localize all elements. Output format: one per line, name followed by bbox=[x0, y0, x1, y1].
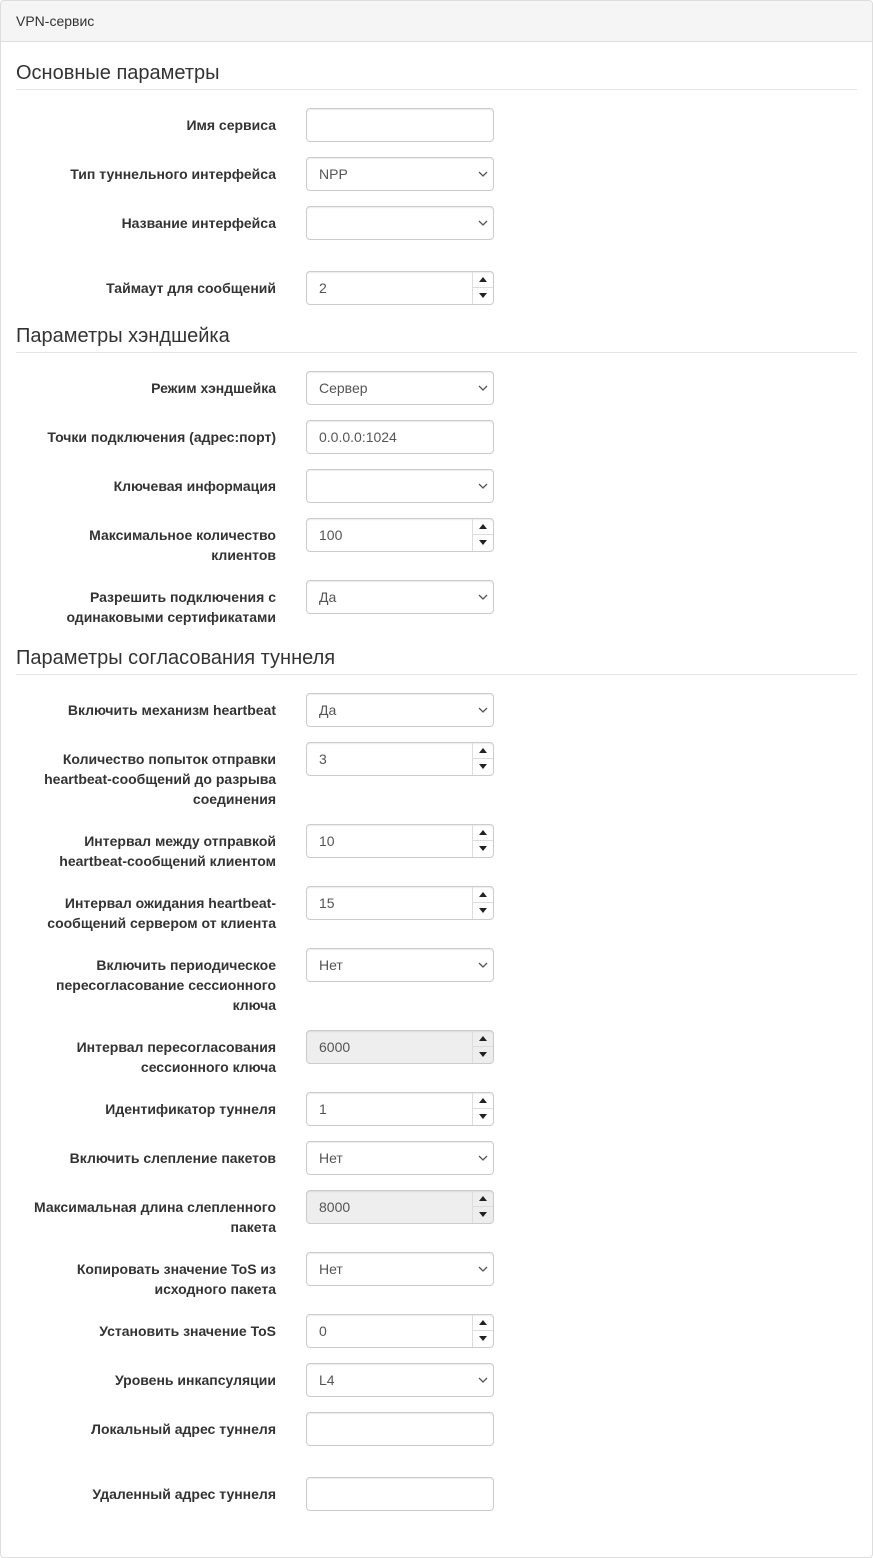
decrement-button[interactable] bbox=[473, 288, 493, 304]
encap-select[interactable]: L4 bbox=[306, 1363, 494, 1397]
chevron-down-icon bbox=[477, 382, 489, 394]
gluing-select[interactable]: Нет bbox=[306, 1141, 494, 1175]
hb-attempts-label: Количество попыток отправки heartbeat-сообщений до разрыва соединения bbox=[44, 751, 276, 807]
same-certs-select[interactable]: Да bbox=[306, 580, 494, 614]
endpoints-input[interactable]: 0.0.0.0:1024 bbox=[306, 420, 494, 454]
increment-button[interactable] bbox=[473, 1191, 493, 1207]
copy-tos-label: Копировать значение ToS из исходного пакета bbox=[76, 1261, 276, 1297]
increment-button[interactable] bbox=[473, 1315, 493, 1331]
chevron-down-icon bbox=[477, 591, 489, 603]
decrement-button[interactable] bbox=[473, 1207, 493, 1223]
tunnel-id-number-input[interactable]: 1 bbox=[306, 1092, 494, 1126]
chevron-down-icon bbox=[477, 168, 489, 180]
max-clients-label: Максимальное количество клиентов bbox=[89, 527, 276, 563]
panel-heading bbox=[1, 1, 872, 42]
chevron-down-icon bbox=[477, 1152, 489, 1164]
chevron-down-icon bbox=[477, 480, 489, 492]
hb-attempts-number-input[interactable]: 3 bbox=[306, 742, 494, 776]
set-tos-label: Установить значение ToS bbox=[99, 1323, 276, 1339]
spinner bbox=[472, 887, 493, 919]
remote-addr-label: Удаленный адрес туннеля bbox=[92, 1486, 276, 1502]
tunnel-id-label: Идентификатор туннеля bbox=[105, 1101, 276, 1117]
panel-title: VPN-сервис bbox=[16, 13, 95, 29]
spinner bbox=[472, 519, 493, 551]
copy-tos-select[interactable]: Нет bbox=[306, 1252, 494, 1286]
hb-interval-label: Интервал между отправкой heartbeat-сообщений клиентом bbox=[59, 833, 276, 869]
max-clients-number-input[interactable]: 100 bbox=[306, 518, 494, 552]
if-name-select[interactable] bbox=[306, 206, 494, 240]
section-basic-title: Основные параметры bbox=[16, 61, 857, 90]
decrement-button[interactable] bbox=[473, 759, 493, 775]
chevron-down-icon bbox=[477, 1263, 489, 1275]
tunnel-if-type-select[interactable]: NPP bbox=[306, 157, 494, 191]
section-tunnel-title: Параметры согласования туннеля bbox=[16, 646, 857, 675]
rekey-label: Включить периодическое пересогласование сессионного ключа bbox=[56, 957, 276, 1013]
increment-button[interactable] bbox=[473, 743, 493, 759]
chevron-down-icon bbox=[477, 704, 489, 716]
chevron-down-icon bbox=[477, 217, 489, 229]
local-addr-input[interactable] bbox=[306, 1412, 494, 1446]
rekey-interval-number-input[interactable]: 6000 bbox=[306, 1030, 494, 1064]
increment-button[interactable] bbox=[473, 1031, 493, 1047]
decrement-button[interactable] bbox=[473, 1331, 493, 1347]
decrement-button[interactable] bbox=[473, 1047, 493, 1063]
remote-addr-input[interactable] bbox=[306, 1477, 494, 1511]
hs-mode-select[interactable]: Сервер bbox=[306, 371, 494, 405]
spinner bbox=[472, 1093, 493, 1125]
spinner bbox=[472, 272, 493, 304]
spinner bbox=[472, 1315, 493, 1347]
encap-label: Уровень инкапсуляции bbox=[114, 1372, 276, 1388]
spinner bbox=[472, 743, 493, 775]
glue-max-label: Максимальная длина слепленного пакета bbox=[33, 1199, 276, 1235]
spinner bbox=[472, 1191, 493, 1223]
same-certs-label: Разрешить подключения с одинаковыми сертификатами bbox=[66, 589, 276, 625]
spinner bbox=[472, 1031, 493, 1063]
hb-interval-number-input[interactable]: 10 bbox=[306, 824, 494, 858]
decrement-button[interactable] bbox=[473, 903, 493, 919]
hb-wait-label: Интервал ожидания heartbeat- сообщений сервером от клиента bbox=[47, 895, 276, 931]
endpoints-label: Точки подключения (адрес:порт) bbox=[47, 429, 276, 445]
decrement-button[interactable] bbox=[473, 841, 493, 857]
heartbeat-label: Включить механизм heartbeat bbox=[67, 702, 276, 718]
section-handshake-title: Параметры хэндшейка bbox=[16, 324, 857, 353]
if-name-label: Название интерфейса bbox=[121, 215, 276, 231]
increment-button[interactable] bbox=[473, 887, 493, 903]
key-info-label: Ключевая информация bbox=[113, 478, 276, 494]
service-name-input[interactable] bbox=[306, 108, 494, 142]
msg-timeout-label: Таймаут для сообщений bbox=[106, 280, 276, 296]
increment-button[interactable] bbox=[473, 519, 493, 535]
glue-max-number-input[interactable]: 8000 bbox=[306, 1190, 494, 1224]
gluing-label: Включить слепление пакетов bbox=[69, 1150, 276, 1166]
msg-timeout-number-input[interactable]: 2 bbox=[306, 271, 494, 305]
rekey-select[interactable]: Нет bbox=[306, 948, 494, 982]
increment-button[interactable] bbox=[473, 272, 493, 288]
rekey-interval-label: Интервал пересогласования сессионного ключа bbox=[76, 1039, 276, 1075]
service-name-label: Имя сервиса bbox=[186, 117, 276, 133]
key-info-select[interactable] bbox=[306, 469, 494, 503]
chevron-down-icon bbox=[477, 959, 489, 971]
decrement-button[interactable] bbox=[473, 1109, 493, 1125]
heartbeat-select[interactable]: Да bbox=[306, 693, 494, 727]
increment-button[interactable] bbox=[473, 1093, 493, 1109]
hb-wait-number-input[interactable]: 15 bbox=[306, 886, 494, 920]
increment-button[interactable] bbox=[473, 825, 493, 841]
tunnel-if-type-label: Тип туннельного интерфейса bbox=[70, 166, 276, 182]
spinner bbox=[472, 825, 493, 857]
chevron-down-icon bbox=[477, 1374, 489, 1386]
decrement-button[interactable] bbox=[473, 535, 493, 551]
hs-mode-label: Режим хэндшейка bbox=[151, 380, 276, 396]
local-addr-label: Локальный адрес туннеля bbox=[91, 1421, 276, 1437]
set-tos-number-input[interactable]: 0 bbox=[306, 1314, 494, 1348]
